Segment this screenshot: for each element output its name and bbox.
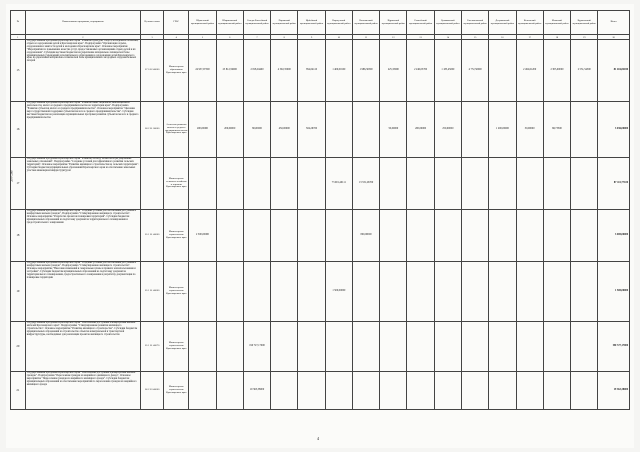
district-amount (189, 322, 216, 372)
district-amount (462, 102, 489, 158)
district-amount (571, 322, 598, 372)
district-amount (271, 158, 298, 210)
district-amount (352, 262, 379, 322)
program-description: Государственная программа Красноярского края "Развитие инвестиционной, инновационной деятельности, малого и среднего предпринимательства на территории края". Подпрограмма "Развитие субъектов малого и среднего предпринимательства". Основное мероприятие "Оказание мер государственной поддержки субъектам малого и среднего предпринимательства". Субсидии местным бюджетам на реализацию муниципальных программ развития субъектов малого и среднего предпринимательства (25, 102, 140, 158)
district-amount: 250,00000 (434, 102, 461, 158)
district-amount: 24 957,97500 (189, 40, 216, 102)
row-number: 17 (11, 158, 26, 210)
administrator: Министерство строительства Красноярского края (164, 322, 189, 372)
column-number: 3 (141, 35, 164, 40)
district-amount: 450,00000 (271, 102, 298, 158)
column-header: Ермаковский муниципальный район (434, 11, 461, 35)
district-amount (271, 262, 298, 322)
program-description: Государственная программа Красноярского края "Создание условий для обеспечения доступным и комфортным жильем граждан". Подпрограмма "Стимулирование жилищного строительства". Основное мероприятие "Внесение изменений в генеральные планы и правила землепользования и застройки". Субсидии бюджетам муниципальных образований на подготовку документов территориального планирования, градостроительного зонирования и разработку документации по планировке территории (25, 262, 140, 322)
column-header: Емельяновский муниципальный район (462, 11, 489, 35)
district-amount (271, 210, 298, 262)
district-amount (380, 210, 407, 262)
program-description: Государственная программа Красноярского края "Обеспечение доступным и комфортным жильем граждан". Подпрограмма "Переселение граждан из аварийного жилищного фонда". Основное мероприятие "Переселение граждан из аварийного жилищного фонда". Субсидии бюджетам муниципальных образований на обеспечение мероприятий по переселению граждан из аварийного жилищного фонда (25, 372, 140, 410)
table-row (11, 372, 630, 410)
district-amount (298, 158, 325, 210)
district-amount (189, 262, 216, 322)
budget-code: 07 0 02 40000 (141, 40, 164, 102)
budget-code (141, 158, 164, 210)
program-description: Государственная программа Красноярского края "Обеспечение доступным и комфортным жильем жителей Красноярского края". Подпрограмма "Стимулирование развития жилищного строительства". Основное мероприятие "Развитие жилищного строительства". Субсидии бюджетам муниципальных образований на строительство объектов коммунальной и транспортной инфраструктуры, необходимых для реализации проектов жилищного строительства (25, 322, 140, 372)
column-number: 19 (571, 35, 598, 40)
district-amount (489, 158, 516, 210)
district-amount (216, 210, 243, 262)
district-amount (543, 322, 570, 372)
district-amount (380, 158, 407, 210)
row-number: 18 (11, 210, 26, 262)
column-header: Ирбейский муниципальный район (298, 11, 325, 35)
district-amount: 800,00000 (352, 210, 379, 262)
district-amount (216, 372, 243, 410)
table-row (11, 210, 630, 262)
table-row (11, 322, 630, 372)
page-number: 4 (317, 436, 319, 441)
column-number: 18 (543, 35, 570, 40)
district-amount: 1 200,00000 (489, 102, 516, 158)
column-header: Итого (598, 11, 630, 35)
administrator: Агентство развития малого и среднего предпринимательства Красноярского края (164, 102, 189, 158)
document-page (6, 4, 634, 448)
column-number: 10 (325, 35, 352, 40)
column-header: Северо-Енисейский муниципальный район (243, 11, 270, 35)
row-total: 190 727,17000 (598, 322, 630, 372)
table-row (11, 262, 630, 322)
column-number: 13 (407, 35, 434, 40)
district-amount (380, 262, 407, 322)
district-amount (516, 210, 543, 262)
district-amount (434, 210, 461, 262)
row-total: 3 000,00000 (598, 210, 630, 262)
district-amount (407, 322, 434, 372)
district-amount (516, 262, 543, 322)
district-amount (298, 210, 325, 262)
district-amount (434, 372, 461, 410)
column-header: Курагинский муниципальный район (571, 11, 598, 35)
district-amount (325, 210, 352, 262)
district-amount (571, 102, 598, 158)
district-amount (571, 262, 598, 322)
row-number: 15 (11, 40, 26, 102)
budget-code: 05 1 01 40000 (141, 210, 164, 262)
district-amount (243, 262, 270, 322)
administrator: Министерство сельского хозяйства и торговли Красноярского края (164, 158, 189, 210)
column-number: 2 (25, 35, 140, 40)
table-row (11, 40, 630, 102)
row-number: 21 (11, 372, 26, 410)
column-number: 17 (516, 35, 543, 40)
district-amount (271, 372, 298, 410)
row-number: 16 (11, 102, 26, 158)
row-number: 19 (11, 262, 26, 322)
column-number: 11 (352, 35, 379, 40)
district-amount (407, 210, 434, 262)
column-number: 6 (216, 35, 243, 40)
district-amount (516, 372, 543, 410)
district-amount (189, 158, 216, 210)
column-header: Иланский муниципальный район (543, 11, 570, 35)
program-description: Государственная программа Красноярского края "Развитие культуры, спорта, молодежной политики, отдыха и оздоровления детей в Красноярском крае". Подпрограмма "Организация отдыха, оздоровления и занятости детей и молодежи в Красноярском крае". Основное мероприятие "Мероприятия по повышению качества услуг, предоставляемых организациями отдыха детей и их оздоровления". Субсидии местным бюджетам на укрепление материально-технической базы муниципальных учреждений дополнительного образования и оздоровления детей Красноярского края, на укрепление материально-технической базы муниципальных загородных оздоровительных лагерей (25, 40, 140, 102)
district-amount: 2 500,00000 (189, 210, 216, 262)
district-amount: 200,00000 (216, 102, 243, 158)
district-amount (216, 158, 243, 210)
district-amount: 225,33000 (380, 40, 407, 102)
column-header: Дзержинский муниципальный район (489, 11, 516, 35)
district-amount (352, 372, 379, 410)
district-amount (434, 322, 461, 372)
district-amount (298, 322, 325, 372)
column-header: № (11, 11, 26, 35)
district-amount (543, 262, 570, 322)
row-total: 87 411,77100 (598, 158, 630, 210)
district-amount: 200,00000 (189, 102, 216, 158)
district-amount (462, 210, 489, 262)
administrator: Министерство строительства Красноярского края (164, 372, 189, 410)
administrator: Министерство строительства Красноярского края (164, 262, 189, 322)
district-amount (489, 372, 516, 410)
district-amount (516, 158, 543, 210)
district-amount (543, 372, 570, 410)
district-amount (216, 322, 243, 372)
budget-code: 08 2 01 00000 (141, 102, 164, 158)
district-amount (543, 210, 570, 262)
header-row (11, 11, 630, 35)
column-number: 8 (271, 35, 298, 40)
district-amount: 4 772,50000 (462, 40, 489, 102)
column-header: Пировский муниципальный район (271, 11, 298, 35)
district-amount (271, 322, 298, 372)
district-amount: 68,73300 (543, 102, 570, 158)
district-amount: 25 812,59000 (216, 40, 243, 102)
district-amount (325, 102, 352, 158)
district-amount (352, 102, 379, 158)
column-number: 9 (298, 35, 325, 40)
program-description: Государственная программа Красноярского края "Создание условий для обеспечения доступным и комфортным жильем граждан". Подпрограмма "Стимулирование жилищного строительства". Основное мероприятие "Разработка проектов планировки территорий". Субсидии бюджетам муниципальных образований на подготовку документов территориального планирования и градостроительного зонирования (25, 210, 140, 262)
district-amount (571, 158, 598, 210)
district-amount (298, 262, 325, 322)
district-amount (380, 322, 407, 372)
district-amount: 2 305,00000 (543, 40, 570, 102)
district-amount (462, 158, 489, 210)
district-amount: 50,00000 (380, 102, 407, 158)
district-amount: 1 986,30300 (352, 40, 379, 102)
district-amount: 4 592,35000 (271, 40, 298, 102)
column-header: Наименование программы, мероприятия (25, 11, 140, 35)
column-number: 20 (598, 35, 630, 40)
column-header: Каратузский муниципальный район (325, 11, 352, 35)
column-header: Казачинский муниципальный район (352, 11, 379, 35)
district-amount (243, 210, 270, 262)
district-amount: 80,00000 (243, 102, 270, 158)
district-amount: 30,00000 (516, 102, 543, 158)
district-amount: 1 185,45000 (434, 40, 461, 102)
column-number: 5 (189, 35, 216, 40)
district-amount: 2 492,61200 (516, 40, 543, 102)
table-row (11, 102, 630, 158)
district-amount (489, 262, 516, 322)
row-total: 3 036,00000 (598, 102, 630, 158)
district-amount (325, 372, 352, 410)
column-header: Кежемский муниципальный район (516, 11, 543, 35)
district-amount (571, 372, 598, 410)
district-amount: 304,26700 (298, 102, 325, 158)
district-amount: 73 901,40111 (325, 158, 352, 210)
column-header: Идринский муниципальный район (380, 11, 407, 35)
district-amount (407, 262, 434, 322)
district-amount: 200,00000 (407, 102, 434, 158)
row-number: 20 (11, 322, 26, 372)
column-number: 14 (434, 35, 461, 40)
column-header: Шушенский муниципальный район (189, 11, 216, 35)
district-amount (462, 372, 489, 410)
funding-table (10, 10, 630, 410)
district-amount: 2 818,04400 (243, 40, 270, 102)
program-description: Государственная программа Красноярского края "Развитие лесного хозяйства и регулирование земельных отношений". Подпрограмма "Создание условий для эффективного развития сельских территорий". Основное мероприятие "Развитие жилищного строительства на сельских территориях". Субсидии бюджетам муниципальных образований Красноярского края на обеспечение земельных участков инженерной инфраструктурой (25, 158, 140, 210)
column-number: 12 (380, 35, 407, 40)
administrator: Министерство строительства Красноярского края (164, 210, 189, 262)
district-amount: 2 246,05700 (407, 40, 434, 102)
column-number: 7 (243, 35, 270, 40)
district-amount (489, 40, 516, 102)
administrator: Министерство образования Красноярского края (164, 40, 189, 102)
table-row (11, 158, 630, 210)
district-amount (516, 322, 543, 372)
column-header: Целевая статья (141, 11, 164, 35)
column-number: 16 (489, 35, 516, 40)
row-total: 1 500,00000 (598, 262, 630, 322)
district-amount (243, 158, 270, 210)
district-amount (489, 210, 516, 262)
district-amount: 854,04110 (298, 40, 325, 102)
district-amount (325, 322, 352, 372)
column-header: ГРБС (164, 11, 189, 35)
district-amount (380, 372, 407, 410)
district-amount: 19 363,38000 (243, 372, 270, 410)
column-number: 4 (164, 35, 189, 40)
district-amount (216, 262, 243, 322)
district-amount (434, 262, 461, 322)
column-header: Шарыповский муниципальный район (216, 11, 243, 35)
district-amount (462, 322, 489, 372)
district-amount (489, 322, 516, 372)
district-amount (352, 322, 379, 372)
budget-code: 06 2 03 40000 (141, 372, 164, 410)
district-amount: 1 500,00000 (325, 262, 352, 322)
column-number: 15 (462, 35, 489, 40)
budget-code: 05 1 01 40070 (141, 322, 164, 372)
budget-code: 05 1 01 40000 (141, 262, 164, 322)
district-amount (434, 158, 461, 210)
district-amount (189, 372, 216, 410)
column-header: Енисейский муниципальный район (407, 11, 434, 35)
district-amount (298, 372, 325, 410)
district-amount (462, 262, 489, 322)
column-number: 1 (11, 35, 26, 40)
district-amount: 190 727,17000 (243, 322, 270, 372)
row-total: 19 363,38000 (598, 372, 630, 410)
district-amount (571, 210, 598, 262)
district-amount (407, 158, 434, 210)
side-mark: Д-8 Сакт (9, 170, 14, 182)
district-amount: 13 331,26700 (352, 158, 379, 210)
district-amount: 2 531,54300 (571, 40, 598, 102)
row-total: 81 416,82030 (598, 40, 630, 102)
district-amount (543, 158, 570, 210)
district-amount: 1 400,00100 (325, 40, 352, 102)
district-amount (407, 372, 434, 410)
